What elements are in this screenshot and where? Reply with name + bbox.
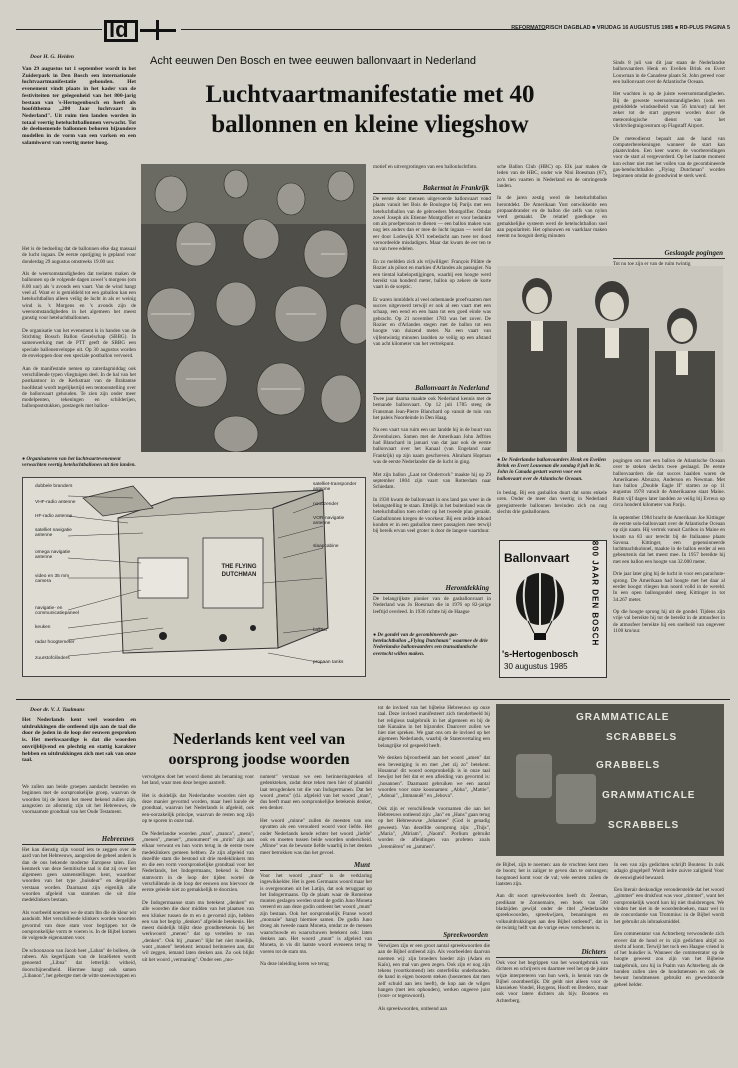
gondola-diagram (22, 477, 366, 677)
art1-kicker: Acht eeuwen Den Bosch en twee eeuwen ballonvaart in Nederland (150, 55, 476, 67)
masthead-logo (104, 17, 176, 42)
scrabble-word-4: GRAMMATICALE (602, 790, 696, 801)
diagram-label-noodzender: noodzender (313, 502, 339, 507)
art2-col6: In een van zijn gedichten schrijft Boutens: In zulk adagio gingelpel! Wordt iedre zuivre zaligheid Voor de eeuwigheid bewaard. Een literair deskundige veronderstelde dat het woord „gimmer" een drukfout was voor „timmer", want het oorspronkelijk woord kon hij niet thuisbrengen. We vinden het niet in de woordenboeken, maar wel in de concordantie van Trommius: in de Bijbel wordt het gebruikt als inbraaksmiddel. Een commentator van Achterberg verwonderde zich erover dat de hond er in zijn gedichten altijd zo slecht af komt. Terwijl het toch een Haagse vriend is of het huisdier is. Wanneer die commentator op de hoogte geweest zou zijn van het Bijbelse taalgebruik, zou hij in Psalm van Achterberg als de honden zullen zien de hondsmensen en ook de bewust hondmensen gebruikt en gewedstoorde geheel helder. (614, 862, 724, 988)
art1-sub-nederland: Ballonvaart in Nederland (373, 383, 491, 394)
date-line: REFORMATORISCH DAGBLAD ■ VRIJDAG 16 AUGUSTUS 1985 ■ RD-PLUS PAGINA 5 (511, 25, 730, 31)
scrabble-photo (496, 704, 724, 856)
scrabble-word-3: GRABBELS (596, 760, 661, 771)
art2-sub-spreekwoorden: Spreekwoorden (378, 930, 490, 941)
diagram-label-slaapcabine: slaapcabine (313, 544, 339, 549)
ballonvaart-ad (499, 540, 607, 678)
art2-col4: tot de invloed van het bijbelse Hebreeuws op onze taal. Deze invloed manifesteert zich tienderbeeld bij het religieus taalgebruik in het algemeen en bij de tale Kanaäns in het bijzonder. Daarover zullen we hier niet spreken. We gaat ons om de invloed op het algemeen Nederlands, waarbij de Statenvertaling een belangrijke rol gespeeld heeft. We denken bijvoorbeeld aan het woord „amen" dat een bevestiging is en met „het zij zo" betekent. Hosanna! dit woord oorspronkelijk is in onze taal bewijst het feit dat er een afleiding van gevormd is: „hosannen". Daarnaast gebruiken we een aantal woorden voor onze koosnamen: „Abba", „Mattie", „Adonai", „Immanuël" en „Jehova". Ook zijn er verschillende voornamen die aan het Hebreeuws ontleend zijn: „Jan" en „Hans" gaan terug op het Hebreeuwse „Johannes" (God is genadig geweest). Van dezelfde oorsprong zijn: „Thijs", „Maria", „Miriam", „Naomi". Porlium gebruikt worden de afleidingen van profeten zoals „Jeremiëren" en „jammen". (378, 705, 490, 850)
art1-col1: Het is de bedoeling dat de ballonnen elke dag massaal de lucht ingaan. De eerste opstijging is gepland voor donderdag 29 augustus omstreeks 19.00 uur. Als de weersomstandigheden dat toelaten maken de ballonnen op de volgende dagen zowel 's morgens (om 8.00 uur) als 's avonds een vaart. Van de wind hangt veel af. Want er is gemiddeld tot een gaballon kan een heteluchtballon alleen veilig de lucht in als er weinig wind is. 's Morgens en 's avonds zijn de weersomstandigheden in het algemeen het meest gunstig voor heteluchtballonnen. De organisatie van het evenement is in handen van de Stichting Bossch Ballon Gezelschap (SBBG). In samenwerking met de PTT geeft de SBBG een speciale ballonenveloppe uit. Op 30 augustus worden de enveloppen door een speciale postballon vervoerd. Aan de manifestatie nemen op zaterdagmiddag ook verschillende typen vliegtuigen deel. In de hal van het postkantoor in de Kerkstraat van de Brabantse hoofdstad wordt tegelijkertijd een tentoonstelling over de ballonvaart gehouden. Te zien zijn onder meer modelpenten, tekeningen en schilderijen, ballonpoststukken, postzegels met ballon- (22, 246, 136, 410)
art1-sub-bakermat: Bakermat in Frankrijk (373, 183, 491, 194)
art1-sub-geslaagd: Geslaagde pogingen (613, 248, 725, 259)
art1-headline: Luchtvaartmanifestatie met 40 ballonnen en kleine vliegshow (205, 81, 535, 138)
ad-balloon-icon (510, 571, 570, 641)
diagram-label-omega: omega navigatie antenne (35, 550, 71, 560)
scrabble-word-5: SCRABBELS (608, 820, 680, 831)
art1-col5a: Tot nu toe zijn er van de ruim twintig (613, 261, 691, 267)
art1-col3c: De belangrijkste pionier van de gasballonvaart in Nederland was Jo Boesman die in 1976 op 82-jarige leeftijd overleed. In 1936 richtte hij de Haagse (373, 596, 491, 615)
art2-byline: Door dr. V. J. Taalmans (30, 707, 85, 713)
art1-col4b: in beslag. Bij een gasballon duurt dat soms enkele uren. Onder de meer dan veertig in Nederland geregistreerde ballonnen bevinden zich nu nog slechts drie gasballonnen. (497, 490, 607, 515)
diagram-label-video: video en 35 mm camera (35, 574, 70, 584)
diagram-label-keuken: keuken (35, 625, 51, 630)
diagram-label-radar: radar hoogtemeter (35, 640, 75, 645)
ad-date: 30 augustus 1985 (504, 662, 568, 671)
balloons-photo (141, 164, 366, 452)
art2-col1b: Het kan dienstig zijn vooraf iets te zeggen over de aard van het Hebreeuws, aangezien de geheel anders is dan de ons bekende moderne Europese talen. Een kenmerk van deze Semitische taal is dat zij over het algemeen geen samenstellingen kent, waardoor woorden van het type „huisdeur" en dergelijke verstaan worden. Daarnaast zijn eigenlijk alle woorden afgeleid van stammen die uit drie medeklinkers bestaan. Als voorbeeld noemen we de stam lbn die de kleur wit aanduidt. Met verschillende klinkers worden woorden gevormd van deze stam voor begrippen tot de oorspronkelijke vorm te voeren is. In de Bijbel komen de volgende eigennamen voor. De schoonzoon van Jacob heet „Laban" de bolleen, de rabeen. Als kegerlijaats van de Israëlieten wordt genoemd „Libna" dat letterlijk: witheid, doorschijnendheid. Hiermee hangt ook samen „Libanon", het gebergte met de witte sneeuwtoppen en (22, 847, 136, 979)
diagram-label-ballast: ballast (313, 628, 327, 633)
art1-lead: Van 29 augustus tot 1 september wordt in het Zuiderpark in Den Bosch een internationale luchtvaartmanifestatie gehouden. Het evenement vindt plaats in het kader van de festiviteiten ter gelegenheid van het 800-jarig bestaan van 's-Hertogenbosch en heeft als hoofdthema „200 Jaar luchtvaart in Nederland". Uit ruim tien landen worden in totaal veertig heteluchtballonnen verwacht. Tot de deelnemende ballonnen behoren bijzondere modellen in de vorm van een varken en een salamiworst van veertig meter hoog. (22, 66, 136, 146)
scrabble-word-1: GRAMMATICALE (576, 712, 670, 723)
art2-sub-munt: Munt (260, 860, 372, 871)
masthead-logo-text: ld (109, 17, 129, 42)
ad-title: Ballonvaart (504, 551, 570, 565)
art1-col5b: pogingen om met een ballon de Atlantische Oceaan over te steken slechts twee geslaagd. De eerste ballonvaarders die dat succes haalden waren de Amerikanen Abruzzo, Anderson en Newman. Met hun ballon „Double Eagle II" starten ze op 11 augustus 1978 vanuit de Amerikaanse staat Maine. Ruim vijf dagen later landden ze veilig bij Evreux op circa honderd kilometer van Parijs. In september 1984 bracht de Amerikaan Joe Kittinger de eerste solo-ballonvaart over de Atlantische Oceaan op zijn naam. Hij vertrok vanuit Caribou in Maine en kwam na 83 uur terecht bij de Italiaanse plaats Savona. Kittinger, een gepensioneerde luchtmachtkolonel, maakte in de ballon eerder al een gebeurtenis dat het meest mee. In 1957 bereikte hij met een ballon een hoogte van 32.000 meter. Drie jaar later ging hij de lucht in voor een parachute-sprong. De Amerikaan had hoogte met het daar al eerder hoogst vliegen hun noord volld in de wereld. In een open ballongondel steeg Kittinger in tot 34.267 meter. Op die hoogte sprong hij uit de gondel. Tijdens zijn vrije val bereikte hij tot de bereikt in de atmosfeer in de atmosfeer bereikte hij een snelheid van ongeveer 1100 km/uur. (613, 458, 725, 635)
diagram-label-vhf: VHF-radio antenne (35, 500, 76, 505)
art1-byline: Door H. G. Heiden (30, 54, 74, 60)
diagram-label-vor: VOR-navigatie antenne (313, 516, 345, 526)
diagram-gondola-name: THE FLYING DUTCHMAN (221, 564, 257, 578)
art2-col5: de Bijbel, zijn te noemen: aan de vruchten kent men de boom; het is zaliger te geven dan te ontvangen; hoogmoed komt voor de val; vele eersten zullen de laatsten zijn. Aan dit soort spreekwoorden heeft dr. Zeeman, predikant te Zonnemaire, een boek van 500 bladzijden gewijd onder de titel „Nederlandse spreekwoorden, spreekwijzen, benamingen en volksuitdrukkingen aan den Bijbel ontleend", dat in de twintig helft van de vorige eeuw verschenen is. (496, 862, 608, 931)
art2-col1: We zullen aan beide groepen aandacht besteden en beginnen met de oorspronkelijke groep, waarvan de woorden bij de lezers het meest bekend zullen zijn, aangezien zo allomstig zijn uit het Hebreeuws, de voornaamste grondtaal van het Oude Testament. (22, 784, 136, 816)
art1-col3: De eerste door mensen uitgevoerde ballonvaart vond plaats vanuit het Bois de Boulogne bij Parijs met een heteluchtballon van de gebroeders Montgolfier. Omdat zowel Joseph als Etienne Montgolfier er voor bedankte om als proefpersoon te dienen — een ballon maken was nog iets anders dan er mee de lucht ingaan — werd dat eer door Lodewijk XVI toebedacht aan twee ter dood veroordeelde misdadigers. Maar dat kwam de eer ten te na van twee edelen. En zo meldden zich als vrijwilliger: François Pilâtre de Rozier als piloot en markies d'Arlandes als passagier. Na een tiental kabelopstijgingen, waarbij een hoogte werd bereikt van honderd meter, ballon op zekere de korte vaart in de sceptic. Er waren inmiddels al veel onbemande proefvaarten met succes uitgevoerd terwijl er ook al een vaart met een schaap, een eend en een haan tot een goed einde was gebracht. Op 21 november 1783 was het zover. De Rozier en d'Arlandes stegen met de ballon tot een hoogte van duizend meter. Na een vaart van vijfentwintig minuten landden ze veilig op een afstand van acht kilometer van het vertrekpunt. (373, 196, 491, 347)
balloons-illustration (141, 164, 366, 452)
art2-lead: Het Nederlands kent veel woorden en uitdrukkingen die ontleend zijn aan de taal die door de joden in de loop der eeuwen gesproken is. Het merkwaardige is dat die woorden onvrijblijvend en plechtig en stattig karakter hebben en uitdrukkingen zich met sak van onze taal. (22, 717, 136, 764)
art2-col2: vervolgens doet het woord dienst als benaming voor het land, waar men deze bergen aantreft. Het is duidelijk dat Nederlandse woorden niet op deze manier gevormd worden, maar heel kunde de grondtaal, waarvan het Nederlands is afgeleid, ook een-oorzakelijk principe, waarvan de resten nog zijn op te sporen in onze taal. De Nederlandse woorden „man", „manca", „mens", „menen", „mener", „monument" en „mrin" zijn aan elkaar verwant en hun vorm terug in de eerste twee medeklinkers gemeen hebben. Ze zijn afgeleid van dezelfde stam die bestond uit drie medeklinkers mn en die een vorm voorspronkelijke grondtaal voor het Nederlands, het Indogermaans, bekend is. Deze stamvorm in de loop der tijden wortel de verschillende in de loop der eeuwen ons hiervoor de eerste geleide niet zo gemakkelijk te doorzien. De Indogermaanse stam mn betekent „denken" en alle woorden die door midden van het plaatsen van een klinker tussen de m en n gevormd zijn, hebben een van het begrip „denken" afgeleide betekenis. Het meest duidelijk blijkt deze grondbetekenis bij het werkwoord „menen" dat op vertellen te van „denken". Ook bij „manen" lijkt het niet moeilijk, want „manen" betekent: iemand herinneren aan, dat wil zeggen, iemand laten denken aan. Zo ook blijkt uit het woord „vermaning". Onder een „mo- (142, 774, 254, 963)
diagram-label-navigatie: navigatie- en communicatiepaneel (35, 606, 79, 616)
balloons-photo-caption: ● Organisatoren van het luchtvaartevenement verwachten veertig heteluchtballonen uit tien landen. (22, 456, 136, 469)
art2-col3b: Voor het woord „munt" is de verklaring ingewikkelder. Het is geen Germaans woord maar het is overgenomen uit het Latijn, dat ook teruggaat op het Indogermaans. Op de plaats waar de Romeinse munten geslagen werden stond de godin Juno Moneta vereerd en aan deze godin ontleent het woord „munt" zijn bestaan. Ook het oorspronkelijk Franse woord „monnaie" hangt hiermee samen. De godin Juno droeg als tweede naam Moneta, omdat ze de mensen waarschuwde en waarschuwen betekent ook: laten denken aan. Het woord „munt" is afgeleid van Moneta, in vis dit laatste woord eveneens terug te voeren tot de stam mn. Na deze inleiding keren we terug (260, 873, 372, 968)
ad-city: 's-Hertogenbosch (502, 649, 579, 659)
art2-col4b: Verwijzen zijn er een groot aantal spreekwoorden die aan de Bijbel ontleend zijn. Als voorbeelden daarvan noemen wij: zijn broeders hoeder zijn (Adam en Kaïn), een mal van geen zegen. Ook zijn er nog zijn tekens (voortkomend) iets onterfeliks onderhouden. de hand in eigen boezem steken (hoezemen dat men zelf schuld aan iets heeft), de kop aan de wilgen hangen (met iets ophouden), werken ongeeve juist (voor- or tegenwoord). Als spreekwoorden, ontleend aan (378, 943, 490, 1012)
diagram-label-propaan: propaan tanks (313, 660, 344, 665)
scrabble-word-2: SCRABBELS (606, 732, 678, 743)
art1-col3-top: motief en uitvergrotingen van een ballonluchtfoto. (373, 164, 478, 170)
art2-col3: nument" verstaan we een herinneringsteken of gedenkteken, zodat deze teken men hier of plaatsbil laat terugdenken tot die van Indogermanen. Dat het woord „mens" (d.i. afgeleid van het woord „man", dus heeft maar een oorspronkelijke betekenis denker, een denker. Het woord „minne" zullen de meesten van ons opvatten als een verouderd woord voor liefde. Het onder Nederlands kende echter het woord „liefde" ook en moeten tussen beide woorden onderscheid. „Minne" was de bewuste liefde waarbij in het denken meer betrokken was dan het gevoel. (260, 774, 372, 856)
art2-col5b: Ook voor het begrippen van het woordgebruik van dichters en schrijvers en daarmee veel het op de juiste wijze interpreteren van hun werk, is kennis van de Bijbel onontbeerlijk. Dit geldt niet alleen voor de klassieken Vondel, Huygens, Hooft en Bredero, maar ook voor latere dichters als bijv. Boutens en Achterberg. (496, 960, 608, 1004)
art1-sub-herontdekking: Herontdekking (373, 583, 491, 594)
scrabble-illustration (496, 704, 724, 856)
article-divider (16, 699, 730, 700)
balloonists-photo (497, 266, 723, 452)
balloonists-caption: ● De Nederlandse ballonvaarders Henk en Evelien Brink en Evert Louwman die zondag 8 juli in St. John in Canada gestart waren voor een ballonvaart over de Atlantische Oceaan. (497, 457, 606, 482)
art2-sub-dichters: Dichters (496, 947, 608, 958)
diagram-label-satelliet: satelliet navigatie antenne (35, 528, 72, 538)
art2-sub-hebreeuws: Hebreeuws (22, 834, 136, 845)
art1-col4-top: sche Ballon Club (HBC) op. Elk jaar maken de leden van de HBC, onder wie Nini Boesman (67), zo'n tien vaarten in Nederland en de omringende landen. In de jaren zestig werd de heteluchtballon herontdekt. De Amerikaan Yost ontwikkelde een propaanbrander en de ballon die zelfs van nylon werd gemaakt. De relatief goedkope en gemakkelijke systeem werd de heteluchtballon snel aan populariteit. Het ophouwen en vaarklaar maken neemt nu hooguit dertig minuten (497, 164, 607, 240)
diagram-caption: ● De gondel van de gecombineerde gas-heteluchtballon „Flying Dutchman" waarmee de drie Nederlandse ballonvaarders een transatlantische overtocht willen maken. (373, 632, 488, 657)
diagram-label-hf: HF-radio antenne (35, 514, 73, 519)
diagram-label-zuurstof: zuurstofcilinders (35, 656, 70, 661)
masthead (16, 17, 730, 42)
diagram-label-dubbele-branders: dubbele branders (35, 484, 73, 489)
balloonists-illustration (497, 266, 723, 452)
diagram-label-transponder: satelliet-transponder antenne (313, 482, 357, 492)
art1-col3b: Twee jaar daarna maakte ook Nederland kennis met de bemande ballonvaart. Op 12 juli 1785 steeg de Fransman Jean-Pierre Blanchard op vanuit de tuin van het paleis Noordeinde in Den Haag. Na een vaart van ruim een uur landde hij in de buurt van Zevenhuizen. Samen met de Amerikaan John Jeffries had Blanchard in januari van dat jaar ook de eerste ballonvaart over het Kanaal (van Engeland naar Frankrijk) op zijn naam geschreven. Abraham Hopman was de eerste Nederlander die de lucht in ging. Met zijn ballon „Laat tot Onderrock" maakte hij op 29 september 1804 zijn vaart van Rotterdam naar Schiedam. In 1930 kwam de ballonvaart in ons land pas weer in de belangstelling te staan. Ettelijk in het buitenland was de heteluchtballon toen echter op het tweede plan geraakt. Gasballonnen kregen de voorkeur. Bij een zeilde inhoud konden er in een gasballon meer passagiers mee terwijl bij bereik ervan veel groter is door de langere vaartduur. (373, 396, 491, 535)
art1-col5-top: Sinds 8 juli van dit jaar staan de Nederlandse ballonvaarders Henk en Evelien Brink en Evert Louwman in de Canadese plaats St. John gereed voor een ballonvaart over de Atlantische Oceaan. Het wachten is op de juiste weersomstandigheden. Bij de geweste weersomstandigheden (ook een gemiddelde windsnelheid van 56 km/uur) zal het zeker tot de start gegeven worden door de meteorologische dienst van het vlichtvliegtuigcentrum op Flagstaff Airport. De meteodienst bepaalt aan de hand van computerberekeningen wanneer de start kan plaatsvinden. Een keer waren de voorbereidingen voor de start al vergevorderd. Op het laatste moment kon echter niet met het vullen van de gecombineerde gas-heteluchtballon „Flying Dutchman" worden begonnen omdat de grondwind te sterk werd. (613, 60, 725, 180)
ad-vertical-text: 800 JAAR DEN BOSCH (590, 540, 600, 647)
art2-headline: Nederlands kent veel van oorsprong joodse woorden (168, 731, 350, 768)
